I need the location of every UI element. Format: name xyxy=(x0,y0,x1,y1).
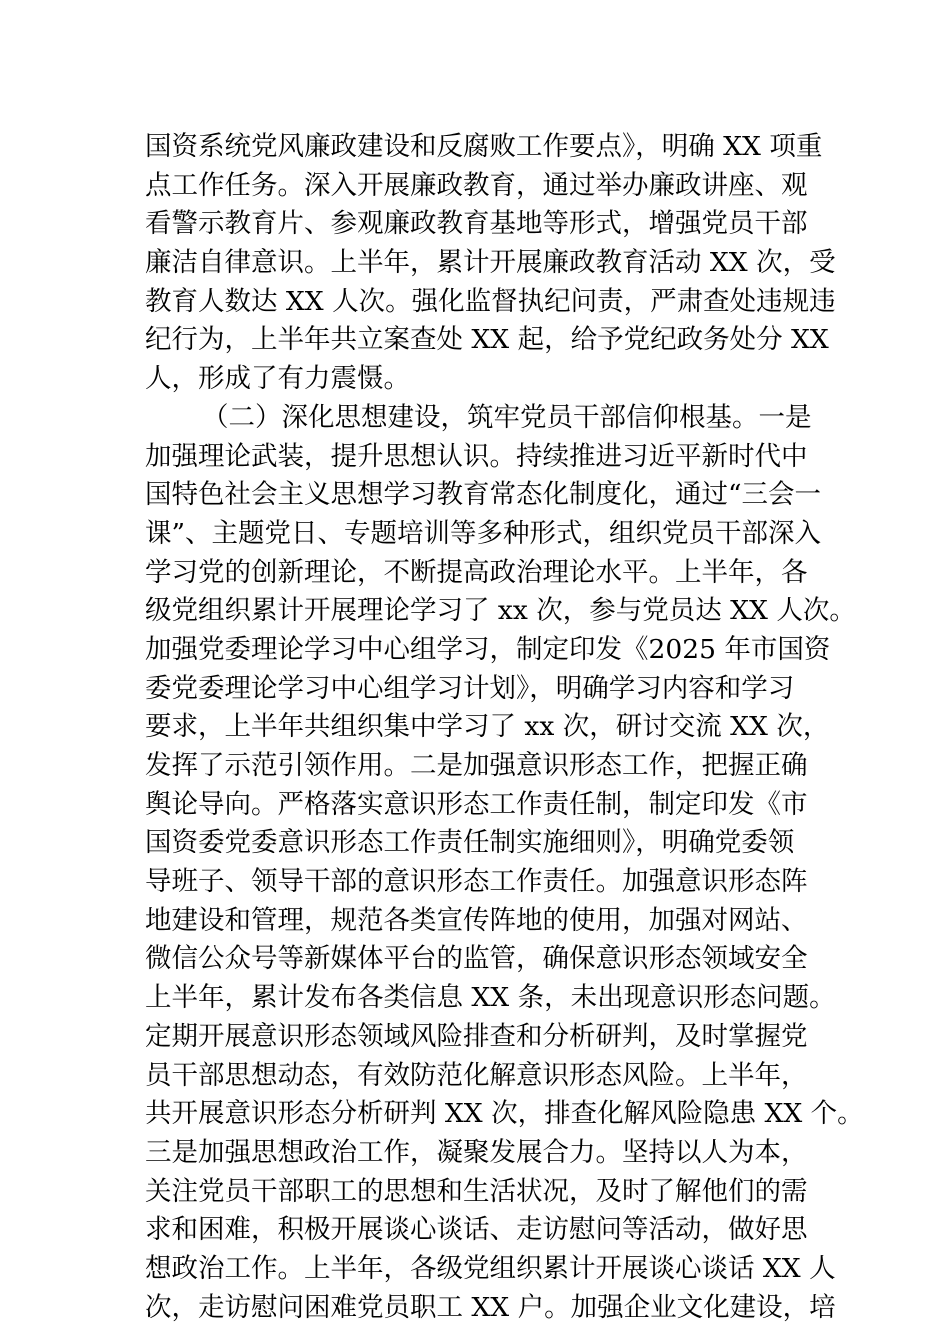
text-line: 国资委党委意识形态工作责任制实施细则》，明确党委领 xyxy=(145,827,795,859)
text-line: 学习党的创新理论，不断提高政治理论水平。上半年，各 xyxy=(145,556,808,588)
body-text xyxy=(145,128,864,1327)
text-line: 纪行为，上半年共立案查处 XX 起，给予党纪政务处分 XX xyxy=(145,324,829,356)
text-line: 点工作任务。深入开展廉政教育，通过举办廉政讲座、观 xyxy=(145,169,808,201)
text-line: 关注党员干部职工的思想和生活状况，及时了解他们的需 xyxy=(145,1175,808,1207)
text-line: 次，走访慰问困难党员职工 XX 户。加强企业文化建设，培 xyxy=(145,1291,836,1323)
text-line: 教育人数达 XX 人次。强化监督执纪问责，严肃查处违规违 xyxy=(145,285,836,317)
text-line: 求和困难，积极开展谈心谈话、走访慰问等活动，做好思 xyxy=(145,1214,808,1246)
text-line: 课”、主题党日、专题培训等多种形式，组织党员干部深入 xyxy=(145,517,822,549)
text-line: 发挥了示范引领作用。二是加强意识形态工作，把握正确 xyxy=(145,750,808,781)
text-line: 级党组织累计开展理论学习了 xx 次，参与党员达 XX 人次。 xyxy=(145,595,856,627)
text-line: 地建设和管理，规范各类宣传阵地的使用，加强对网站、 xyxy=(145,904,808,936)
text-line: 上半年，累计发布各类信息 XX 条，未出现意识形态问题。 xyxy=(145,982,836,1014)
text-line: 想政治工作。上半年，各级党组织累计开展谈心谈话 XX 人 xyxy=(145,1252,836,1284)
text-line: 定期开展意识形态领域风险排查和分析研判，及时掌握党 xyxy=(145,1020,808,1052)
text-line: 人，形成了有力震慑。 xyxy=(145,363,410,395)
text-line: 舆论导向。严格落实意识形态工作责任制，制定印发《市 xyxy=(145,788,808,820)
text-line: 加强理论武装，提升思想认识。持续推进习近平新时代中 xyxy=(145,440,808,472)
text-line: 共开展意识形态分析研判 XX 次，排查化解风险隐患 XX 个。 xyxy=(145,1098,864,1130)
text-line: 国特色社会主义思想学习教育常态化制度化，通过“三会一 xyxy=(145,479,822,511)
text-line: 导班子、领导干部的意识形态工作责任。加强意识形态阵 xyxy=(145,866,808,898)
text-line: （二）深化思想建设，筑牢党员干部信仰根基。一是 xyxy=(202,401,812,433)
text-line: 委党委理论学习中心组学习计划》，明确学习内容和学习 xyxy=(145,672,795,704)
text-line: 要求，上半年共组织集中学习了 xx 次，研讨交流 XX 次， xyxy=(145,711,830,743)
text-line: 微信公众号等新媒体平台的监管，确保意识形态领域安全 xyxy=(145,943,808,975)
text-line: 看警示教育片、参观廉政教育基地等形式，增强党员干部 xyxy=(145,208,808,240)
text-line: 三是加强思想政治工作，凝聚发展合力。坚持以人为本， xyxy=(145,1136,808,1168)
text-line: 廉洁自律意识。上半年，累计开展廉政教育活动 XX 次，受 xyxy=(145,247,836,279)
text-line: 员干部思想动态，有效防范化解意识形态风险。上半年， xyxy=(145,1059,808,1091)
text-line: 国资系统党风廉政建设和反腐败工作要点》，明确 XX 项重 xyxy=(145,131,823,162)
text-line: 加强党委理论学习中心组学习，制定印发《2025 年市国资 xyxy=(145,633,831,665)
